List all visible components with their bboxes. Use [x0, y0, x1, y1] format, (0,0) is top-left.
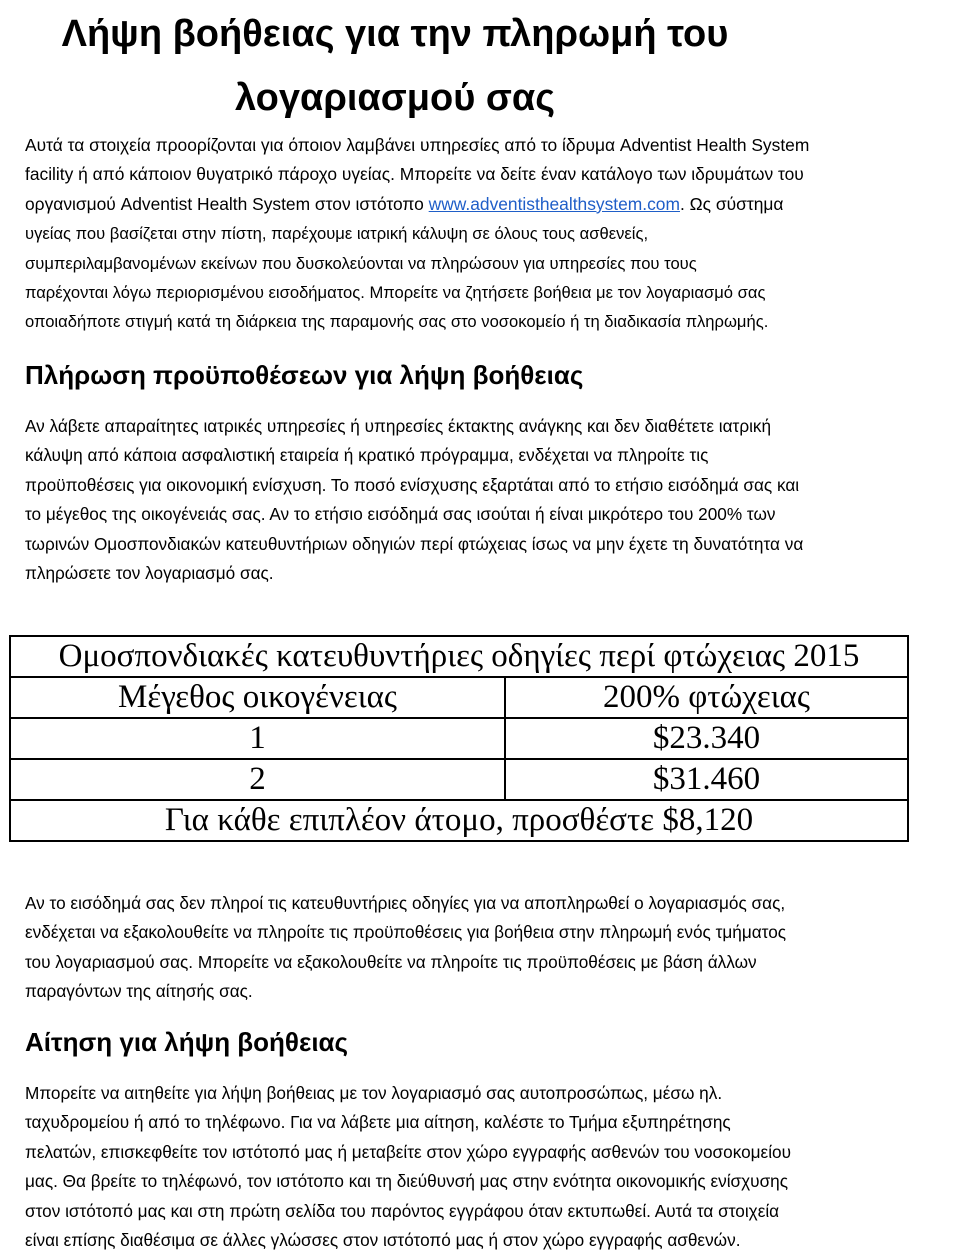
- after-line: ενδέχεται να εξακολουθείτε να πληροίτε τις προϋποθέσεις για βοήθεια στην πληρωμή ενός τμήματος: [25, 922, 787, 943]
- intro-text: . Ως σύστημα: [679, 193, 784, 214]
- intro-line: Αυτά τα στοιχεία προορίζονται για όποιον λαμβάνει υπηρεσίες από το ίδρυμα Adventist Health System: [25, 135, 810, 155]
- amount-cell: $31.460: [505, 759, 908, 800]
- table-footer: Για κάθε επιπλέον άτομο, προσθέστε $8,120: [10, 800, 908, 841]
- table-header-row: [10, 677, 908, 718]
- family-size-cell: 2: [10, 759, 505, 800]
- qualify-line: πληρώσετε τον λογαριασμό σας.: [25, 563, 274, 584]
- after-line: Αν το εισόδημά σας δεν πληροί τις κατευθυντήριες οδηγίες για να αποπληρωθεί ο λογαριασμός σας,: [25, 893, 786, 913]
- column-header-poverty: 200% φτώχειας: [505, 677, 908, 718]
- apply-line: ταχυδρομείου ή από το τηλέφωνο. Για να λάβετε μια αίτηση, καλέστε το Τμήμα εξυπηρέτησης: [25, 1112, 731, 1133]
- intro-text: οργανισμού Adventist Health System στον ιστότοπο: [25, 193, 429, 214]
- intro-line: συμπεριλαμβανομένων εκείνων που δυσκολεύονται να πληρώσουν για υπηρεσίες που τους: [25, 253, 697, 273]
- family-size-cell: 1: [10, 718, 505, 759]
- qualify-line: κάλυψη από κάποια ασφαλιστική εταιρεία ή κρατικό πρόγραμμα, ενδέχεται να πληροίτε τις: [25, 445, 709, 466]
- qualify-line: προϋποθέσεις για οικονομική ενίσχυση. Το ποσό ενίσχυσης εξαρτάται από το ετήσιο εισόδημά σας και: [25, 474, 800, 495]
- intro-line: υγείας που βασίζεται στην πίστη, παρέχουμε ιατρική κάλυψη σε όλους τους ασθενείς,: [25, 224, 649, 244]
- apply-line: στον ιστότοπό μας και στη πρώτη σελίδα του παρόντος εγγράφου όταν εκτυπωθεί. Αυτά τα στοιχεία: [25, 1200, 780, 1221]
- qualify-heading: Πλήρωση προϋποθέσεων για λήψη βοήθειας: [25, 360, 584, 390]
- qualify-paragraph: [25, 412, 945, 588]
- intro-line: facility ή από κάποιον θυγατρικό πάροχο υγείας. Μπορείτε να δείτε έναν κατάλογο των ιδρυμάτων του: [25, 164, 804, 185]
- apply-heading: Αίτηση για λήψη βοήθειας: [25, 1027, 349, 1057]
- table-title-row: [10, 636, 908, 677]
- page-title: [0, 2, 790, 130]
- qualify-line: Αν λάβετε απαραίτητες ιατρικές υπηρεσίες ή υπηρεσίες έκτακτης ανάγκης και δεν διαθέτετε ιατρική: [25, 416, 772, 436]
- apply-paragraph: [25, 1079, 945, 1255]
- intro-paragraph: [25, 131, 945, 337]
- column-header-family-size: Μέγεθος οικογένειας: [10, 677, 505, 718]
- intro-line: οποιαδήποτε στιγμή κατά τη διάρκεια της παραμονής σας στο νοσοκομείο ή τη διαδικασία πληρωμής.: [25, 312, 769, 332]
- title-line-2: λογαριασμού σας: [234, 77, 556, 119]
- table-title: Ομοσπονδιακές κατευθυντήριες οδηγίες περί φτώχειας 2015: [10, 636, 908, 677]
- after-table-paragraph: [25, 889, 945, 1007]
- apply-line: μας. Θα βρείτε το τηλέφωνό, τον ιστότοπο και τη διεύθυνσή μας στην ενότητα οικονομικής ενίσχυσης: [25, 1171, 789, 1192]
- title-line-1: Λήψη βοήθειας για την πληρωμή του: [61, 13, 729, 55]
- poverty-guidelines-table: [9, 635, 909, 842]
- after-line: παραγόντων της αίτησής σας.: [25, 981, 253, 1002]
- qualify-line: το μέγεθος της οικογένειάς σας. Αν το ετήσιο εισόδημά σας ισούται ή είναι μικρότερο του 200% των: [25, 504, 776, 525]
- apply-line: είναι επίσης διαθέσιμα σε άλλες γλώσσες στον ιστότοπό μας ή στον χώρο εγγραφής ασθενών.: [25, 1230, 741, 1251]
- intro-line: παρέχονται λόγω περιορισμένου εισοδήματος. Μπορείτε να ζητήσετε βοήθεια με τον λογαριασμό σας: [25, 283, 766, 303]
- qualify-line: τωρινών Ομοσπονδιακών κατευθυντήριων οδηγιών περί φτώχειας ίσως να μην έχετε τη δυνατότητα να: [25, 533, 804, 554]
- website-link[interactable]: www.adventisthealthsystem.com: [428, 193, 680, 214]
- amount-cell: $23.340: [505, 718, 908, 759]
- after-line: του λογαριασμού σας. Μπορείτε να εξακολουθείτε να πληροίτε τις προϋποθέσεις με βάση άλλων: [25, 951, 757, 972]
- table-footer-row: [10, 800, 908, 841]
- apply-line: πελατών, επισκεφθείτε τον ιστότοπό μας ή μεταβείτε στον χώρο εγγραφής ασθενών του νοσοκομείου: [25, 1141, 791, 1162]
- table-row: [10, 759, 908, 800]
- apply-line: Μπορείτε να αιτηθείτε για λήψη βοήθειας με τον λογαριασμό σας αυτοπροσώπως, μέσω ηλ.: [25, 1083, 723, 1103]
- intro-line-with-link: [25, 190, 945, 219]
- table-row: [10, 718, 908, 759]
